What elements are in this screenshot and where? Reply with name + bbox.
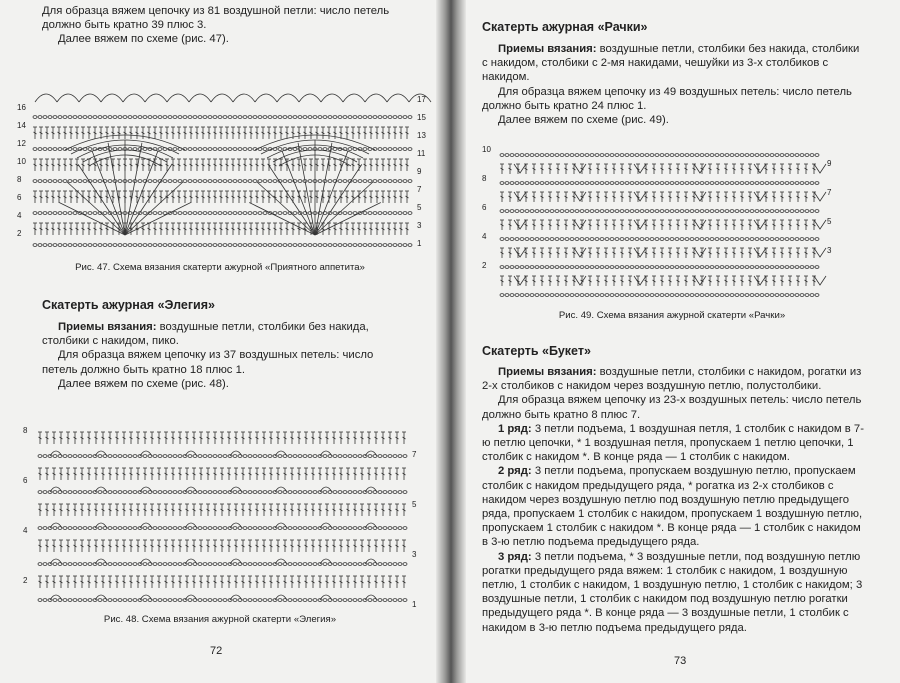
rachki-section xyxy=(482,20,864,127)
buket-intro: Для образца вяжем цепочку из 23-х воздушных петель: число петель должно быть кратно 8 плюс 7. xyxy=(482,394,862,421)
row-number-label: 3 xyxy=(417,221,422,230)
buket-techniques xyxy=(482,365,867,393)
row-number-label: 9 xyxy=(417,167,422,176)
buket-row-1 xyxy=(482,422,867,465)
row-number-label: 4 xyxy=(23,526,28,535)
row-label: 2 ряд: xyxy=(498,465,532,478)
left-page xyxy=(0,0,448,683)
row-number-label: 10 xyxy=(482,145,491,154)
left-intro xyxy=(42,4,400,47)
row-number-label: 5 xyxy=(417,203,422,212)
row-text: 3 петли подъема, * 3 воздушные петли, под воздушную петлю рогатки предыдущего ряда вяжем: 1 столбик с накидом, 1 воздушную петлю, 1 столбик с накидом, 1 воздушную петлю, 1 столбик с накидом; 3 воздушные петли, 1 столбик с накидом под воздушную петлю рогатки предыдущего ряда *. В конце ряда — 3 воздушные петли, 1 столбик с накидом в 3-ю петлю подъема предыдущего ряда. xyxy=(482,550,863,634)
row-number-label: 1 xyxy=(417,239,422,248)
techniques-label: Приемы вязания: xyxy=(498,43,597,55)
fig48-caption: Рис. 48. Схема вязания ажурной скатерти «Элегия» xyxy=(103,614,337,625)
row-number-label: 2 xyxy=(23,576,28,585)
techniques-text: воздушные петли, столбики без накида, столбики с накидом, столбики с 2-мя накидами, чешуйки из 3-х столбиков с накидом. xyxy=(482,43,860,84)
intro-paragraph-1: Для образца вяжем цепочку из 81 воздушной петли: число петель должно быть кратно 39 плюс 3. xyxy=(42,5,390,32)
row-number-label: 13 xyxy=(417,131,426,140)
row-number-label: 11 xyxy=(417,149,426,158)
row-number-label: 8 xyxy=(482,174,487,183)
row-text: 3 петли подъема, пропускаем воздушную петлю, пропускаем столбик с накидом предыдущего ряда, * рогатка из 2-х столбиков с накидом через воздушную петлю под воздушную петлю предыдущего ряда, пропускаем 1 столбик с накидом, пропускаем 1 воздушную петлю, пропускаем 1 столбик с накидом *. В конце ряда — 1 столбик с накидом в 3-ю петлю подъема предыдущего ряда. xyxy=(482,465,863,549)
row-number-label: 2 xyxy=(482,261,487,270)
row-number-label: 6 xyxy=(482,203,487,212)
fig48-chart xyxy=(20,415,435,610)
rachki-title: Скатерть ажурная «Рачки» xyxy=(482,20,648,34)
page-number-right: 73 xyxy=(674,655,687,667)
intro-paragraph-2: Далее вяжем по схеме (рис. 47). xyxy=(58,33,229,46)
elegia-section xyxy=(42,298,404,391)
row-number-label: 10 xyxy=(17,157,26,166)
row-number-label: 2 xyxy=(17,229,22,238)
row-number-label: 5 xyxy=(412,500,417,509)
rachki-paragraph-2: Далее вяжем по схеме (рис. 49). xyxy=(498,114,669,127)
row-number-label: 6 xyxy=(23,476,28,485)
row-number-label: 8 xyxy=(23,426,28,435)
row-number-label: 15 xyxy=(417,113,426,122)
rachki-techniques xyxy=(482,42,864,85)
row-number-label: 17 xyxy=(417,95,426,104)
row-number-label: 3 xyxy=(412,550,417,559)
elegia-paragraph-1: Для образца вяжем цепочку из 37 воздушных петель: число петель должно быть кратно 18 плюс 1. xyxy=(42,349,374,376)
row-number-label: 4 xyxy=(17,211,22,220)
elegia-techniques xyxy=(42,320,404,348)
row-number-label: 16 xyxy=(17,103,26,112)
techniques-label: Приемы вязания: xyxy=(58,321,157,333)
row-label: 3 ряд: xyxy=(498,550,532,563)
techniques-text: воздушные петли, столбики с накидом, рогатки из 2-х столбиков с накидом через воздушную петлю, полустолбики. xyxy=(482,366,862,393)
buket-title: Скатерть «Букет» xyxy=(482,344,591,358)
row-number-label: 3 xyxy=(827,246,832,255)
techniques-label: Приемы вязания: xyxy=(498,366,597,378)
techniques-text: воздушные петли, столбики без накида, столбики с накидом, пико. xyxy=(42,321,369,348)
row-number-label: 6 xyxy=(17,193,22,202)
elegia-paragraph-2: Далее вяжем по схеме (рис. 48). xyxy=(58,377,229,390)
row-number-label: 14 xyxy=(17,121,26,130)
row-number-label: 9 xyxy=(827,159,832,168)
row-text: 3 петли подъема, 1 воздушная петля, 1 столбик с накидом в 7-ю петлю цепочки, * 1 воздушная петля, пропускаем 1 петлю цепочки, 1 столбик с накидом *. В конце ряда — 1 столбик с накидом. xyxy=(482,422,864,464)
buket-row-3 xyxy=(482,550,867,635)
page-number-left: 72 xyxy=(210,645,223,657)
row-number-label: 7 xyxy=(827,188,832,197)
fig49-chart xyxy=(482,140,862,305)
row-number-label: 7 xyxy=(412,450,417,459)
rachki-paragraph-1: Для образца вяжем цепочку из 49 воздушных петель: число петель должно быть кратно 24 плюс 1. xyxy=(482,85,852,112)
row-number-label: 1 xyxy=(412,600,417,609)
buket-row-2 xyxy=(482,464,867,549)
fig49-caption: Рис. 49. Схема вязания ажурной скатерти «Рачки» xyxy=(558,310,786,321)
row-number-label: 8 xyxy=(17,175,22,184)
right-page xyxy=(452,0,900,683)
row-number-label: 7 xyxy=(417,185,422,194)
elegia-title: Скатерть ажурная «Элегия» xyxy=(42,298,215,312)
row-number-label: 5 xyxy=(827,217,832,226)
row-number-label: 4 xyxy=(482,232,487,241)
row-number-label: 12 xyxy=(17,139,26,148)
row-label: 1 ряд: xyxy=(498,422,532,435)
buket-section xyxy=(482,344,867,635)
fig47-caption: Рис. 47. Схема вязания скатерти ажурной «Приятного аппетита» xyxy=(75,262,365,273)
fig47-chart xyxy=(15,80,435,255)
